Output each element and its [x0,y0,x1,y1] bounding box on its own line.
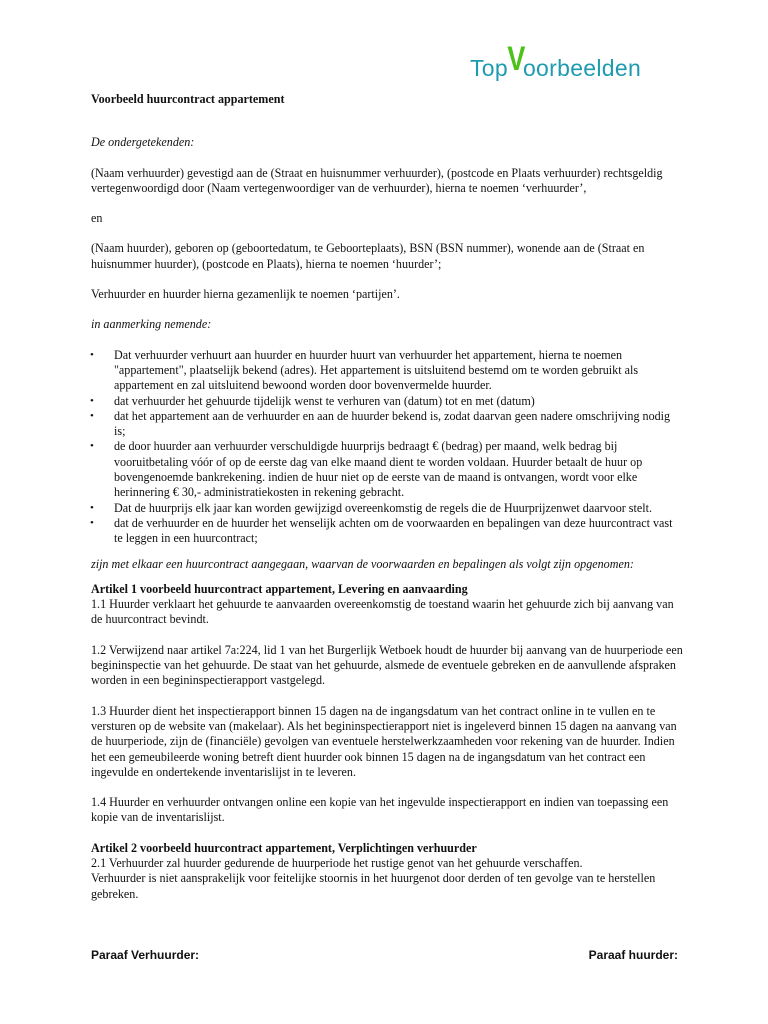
article2-clause1-liability: Verhuurder is niet aansprakelijk voor feitelijke stoornis in het huurgenot door derden of ten gevolge van te herstellen gebreken. [91,871,656,901]
list-item: • Dat de huurprijs elk jaar kan worden gewijzigd overeenkomstig de regels die de Huurprijzenwet daarvoor stelt. [91,501,683,516]
article1-clause2: 1.2 Verwijzend naar artikel 7a:224, lid 1 van het Burgerlijk Wetboek houdt de huurder bij aanvang van de huurperiode een begininspectie van het gehuurde. De staat van het gehuurde, alsmede de eventuele gebreken en de aanvullende afspraken worden in een begininspectierapport vastgelegd. [91,642,683,688]
considering-line: in aanmerking nemende: [91,317,212,332]
logo-text-voorbeelden: oorbeelden [522,55,642,81]
list-item: • dat de verhuurder en de huurder het wenselijk achten om de voorwaarden en bepalingen van deze huurcontract vast te leggen in een huurcontract; [91,516,683,547]
document-body [91,92,683,902]
intro-line: De ondergetekenden: [91,135,195,150]
agreed-line: zijn met elkaar een huurcontract aangegaan, waarvan de voorwaarden en bepalingen als volgt zijn opgenomen: [91,556,634,571]
article1-clause4: 1.4 Huurder en verhuurder ontvangen online een kopie van het ingevulde inspectierapport en indien van toepassing een kopie van de inventarislijst. [91,795,669,825]
tenant-initials-label: Paraaf huurder: [588,948,678,962]
logo-text-top: Top [470,55,508,81]
list-item: • dat het appartement aan de verhuurder en aan de huurder bekend is, zodat daarvan geen nadere omschrijving nodig is; [91,409,683,440]
and-line: en [91,211,103,226]
brand-logo [470,40,642,85]
parties-line: Verhuurder en huurder hierna gezamenlijk te noemen ‘partijen’. [91,287,400,302]
party-landlord: (Naam verhuurder) gevestigd aan de (Straat en huisnummer verhuurder), (postcode en Plaats verhuurder) rechtsgeldig vertegenwoordigd door (Naam vertegenwoordiger van de verhuurder), hierna te noemen ‘verhuurder’, [91,165,663,195]
article1-heading: Artikel 1 voorbeeld huurcontract appartement, Levering en aanvaarding [91,581,468,596]
page-footer [91,948,678,962]
article2-clause1: 2.1 Verhuurder zal huurder gedurende de huurperiode het rustige genot van het gehuurde verschaffen. [91,855,583,870]
article1-clause1: 1.1 Huurder verklaart het gehuurde te aanvaarden overeenkomstig de toestand waarin het gehuurde zich bij aanvang van de huurcontract bevindt. [91,597,674,627]
list-item: • de door huurder aan verhuurder verschuldigde huurprijs bedraagt € (bedrag) per maand, welk bedrag bij vooruitbetaling vóór of op de eerste dag van elke maand dient te worden voldaan. Huurder betaalt de huur op bovengenoemde bankrekening. indien de huur niet op de eerste van de maand is ontvangen, wordt voor elke herinnering € 30,- administratiekosten in rekening gebracht. [91,439,683,500]
list-item: • dat verhuurder het gehuurde tijdelijk wenst te verhuren van (datum) tot en met (datum) [91,394,683,409]
document-title: Voorbeeld huurcontract appartement [91,92,285,106]
party-tenant: (Naam huurder), geboren op (geboortedatum, te Geboorteplaats), BSN (BSN nummer), wonende aan de (Straat en huisnummer huurder), (postcode en Plaats), hierna te noemen ‘huurder’; [91,241,645,271]
logo-checkmark-v: V [507,40,526,78]
landlord-initials-label: Paraaf Verhuurder: [91,948,200,962]
article2-heading: Artikel 2 voorbeeld huurcontract appartement, Verplichtingen verhuurder [91,840,477,855]
considerations-list [91,348,683,547]
article1-clause3: 1.3 Huurder dient het inspectierapport binnen 15 dagen na de ingangsdatum van het contract online in te vullen en te versturen op de website van (makelaar). Als het begininspectierapport niet is ingeleverd binnen 15 dagen na aanvang van de huurperiode, zijn de (financiële) gevolgen van eventuele herstelwerkzaamheden voor rekening van de huurder. Indien het een gemeubileerde woning betreft dient huurder ook binnen 15 dagen na de ingangsdatum van het contract een ingevulde en ondertekende inventarislijst in te leveren. [91,703,677,779]
list-item: • Dat verhuurder verhuurt aan huurder en huurder huurt van verhuurder het appartement, hierna te noemen "appartement", plaatselijk bekend (adres). Het appartement is uitsluitend bestemd om te worden gebruikt als appartement en zal uitsluitend bewoond worden door bovenvermelde huurder. [91,348,683,394]
